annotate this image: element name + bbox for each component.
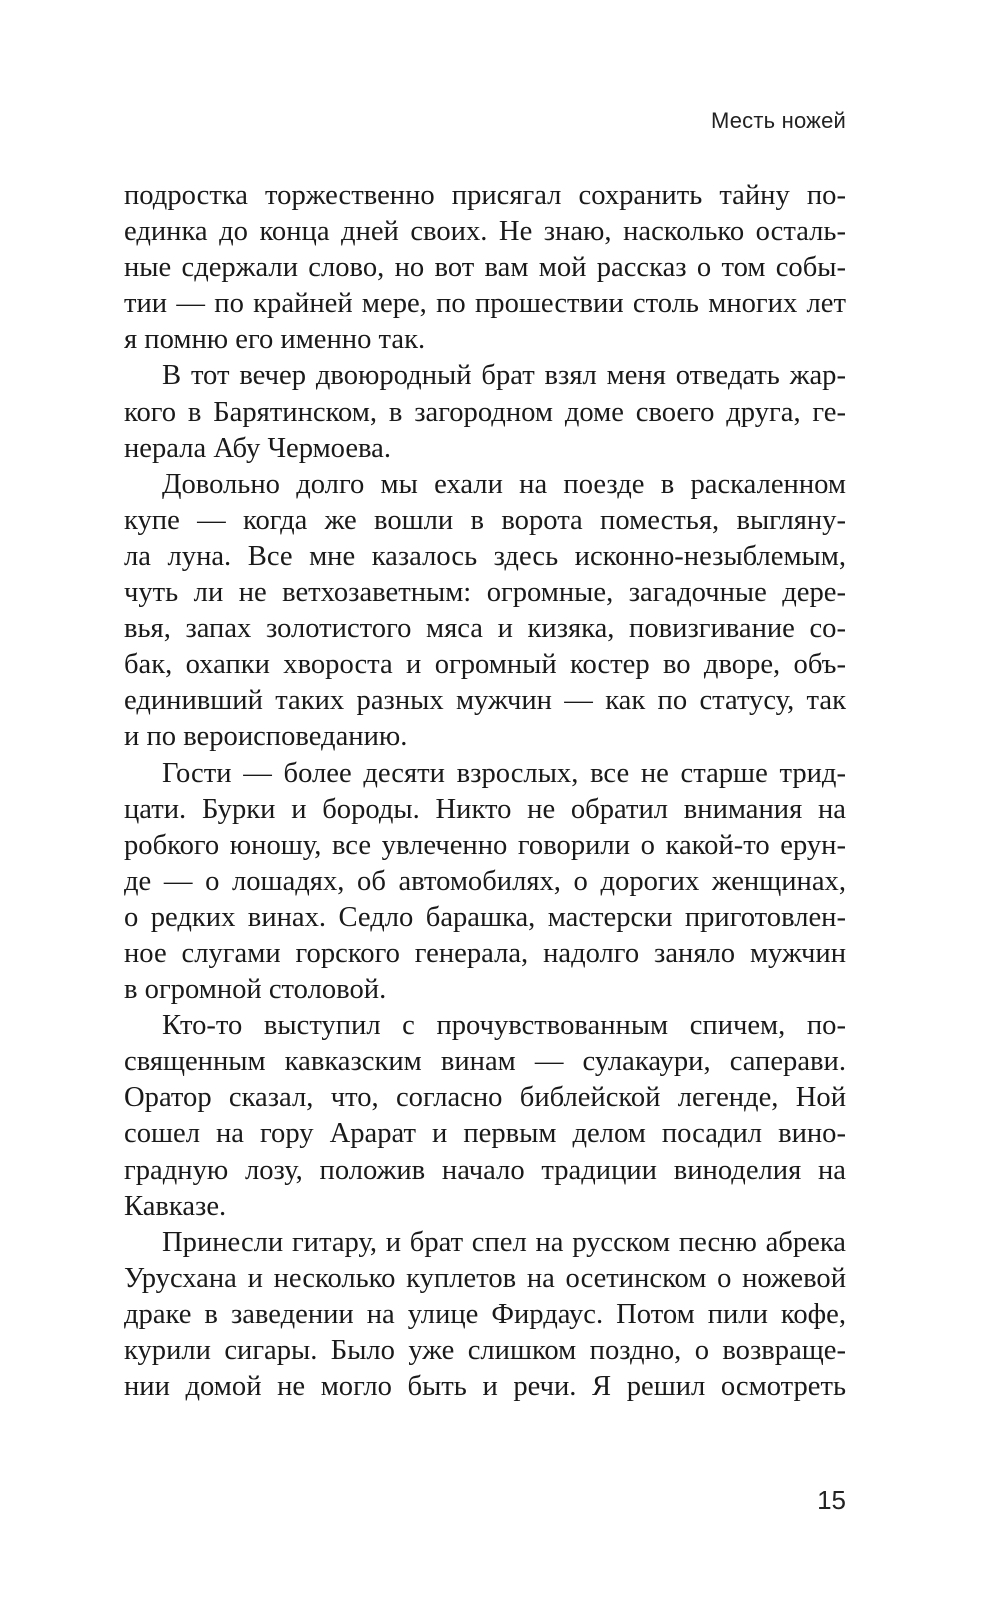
text-line: о редких винах. Седло барашка, мастерски приготовлен- — [124, 901, 846, 933]
text-line: единивший таких разных мужчин — как по статусу, так — [124, 685, 846, 717]
text-line: ные сдержали слово, но вот вам мой рассказ о том собы- — [124, 252, 846, 284]
paragraph-first-line: Кто-то выступил с прочувствованным спичем, по- — [162, 1010, 846, 1042]
paragraph-first-line: В тот вечер двоюродный брат взял меня отведать жар- — [162, 360, 846, 392]
text-line: тии — по крайней мере, по прошествии столь многих лет — [124, 288, 846, 320]
text-line: курили сигары. Было уже слишком поздно, о возвраще- — [124, 1335, 846, 1366]
text-line: де — о лошадях, об автомобилях, о дорогих женщинах, — [124, 865, 846, 897]
text-line: чуть ли не ветхозаветным: огромные, загадочные дере- — [124, 577, 846, 609]
text-line: священным кавказским винам — сулакаури, саперави. — [124, 1046, 846, 1078]
text-line: единка до конца дней своих. Не знаю, насколько осталь- — [124, 216, 846, 248]
text-line: подростка торжественно присягал сохранить тайну по- — [124, 180, 846, 211]
page-body-text — [124, 178, 846, 1405]
text-line: градную лозу, положив начало традиции виноделия на — [124, 1154, 846, 1186]
text-line: в огромной столовой. — [124, 974, 387, 1006]
paragraph-first-line: Принесли гитару, и брат спел на русском песню абрека — [162, 1226, 846, 1258]
text-line: драке в заведении на улице Фирдаус. Потом пили кофе, — [124, 1298, 846, 1330]
text-line: ное слугами горского генерала, надолго заняло мужчин — [124, 937, 846, 969]
text-line: Оратор сказал, что, согласно библейской легенде, Ной — [124, 1082, 846, 1114]
running-title: Месть ножей — [710, 108, 846, 133]
text-line: робкого юношу, все увлеченно говорили о какой-то ерун- — [124, 829, 846, 861]
paragraph-first-line: Гости — более десяти взрослых, все не старше трид- — [162, 757, 846, 789]
text-line: нерала Абу Чермоева. — [124, 432, 391, 464]
text-line: я помню его именно так. — [124, 324, 426, 356]
text-line: и по вероисповеданию. — [124, 721, 408, 753]
text-line: вья, запах золотистого мяса и кизяка, повизгивание со- — [124, 613, 846, 645]
text-line: нии домой не могло быть и речи. Я решил осмотреть — [124, 1371, 846, 1403]
text-line: цати. Бурки и бороды. Никто не обратил внимания на — [124, 793, 846, 825]
text-line: ла луна. Все мне казалось здесь исконно-незыблемым, — [124, 540, 846, 572]
text-line: бак, охапки хвороста и огромный костер во дворе, объ- — [124, 649, 846, 681]
text-line: Кавказе. — [124, 1190, 227, 1222]
text-line: сошел на гору Арарат и первым делом посадил вино- — [124, 1118, 846, 1150]
paragraph-first-line: Довольно долго мы ехали на поезде в раскаленном — [162, 468, 846, 500]
text-line: Урусхана и несколько куплетов на осетинском о ножевой — [124, 1262, 846, 1294]
page-number: 15 — [817, 1485, 846, 1515]
text-line: кого в Барятинском, в загородном доме своего друга, ге- — [124, 396, 846, 428]
text-line: купе — когда же вошли в ворота поместья, выгляну- — [124, 504, 846, 536]
